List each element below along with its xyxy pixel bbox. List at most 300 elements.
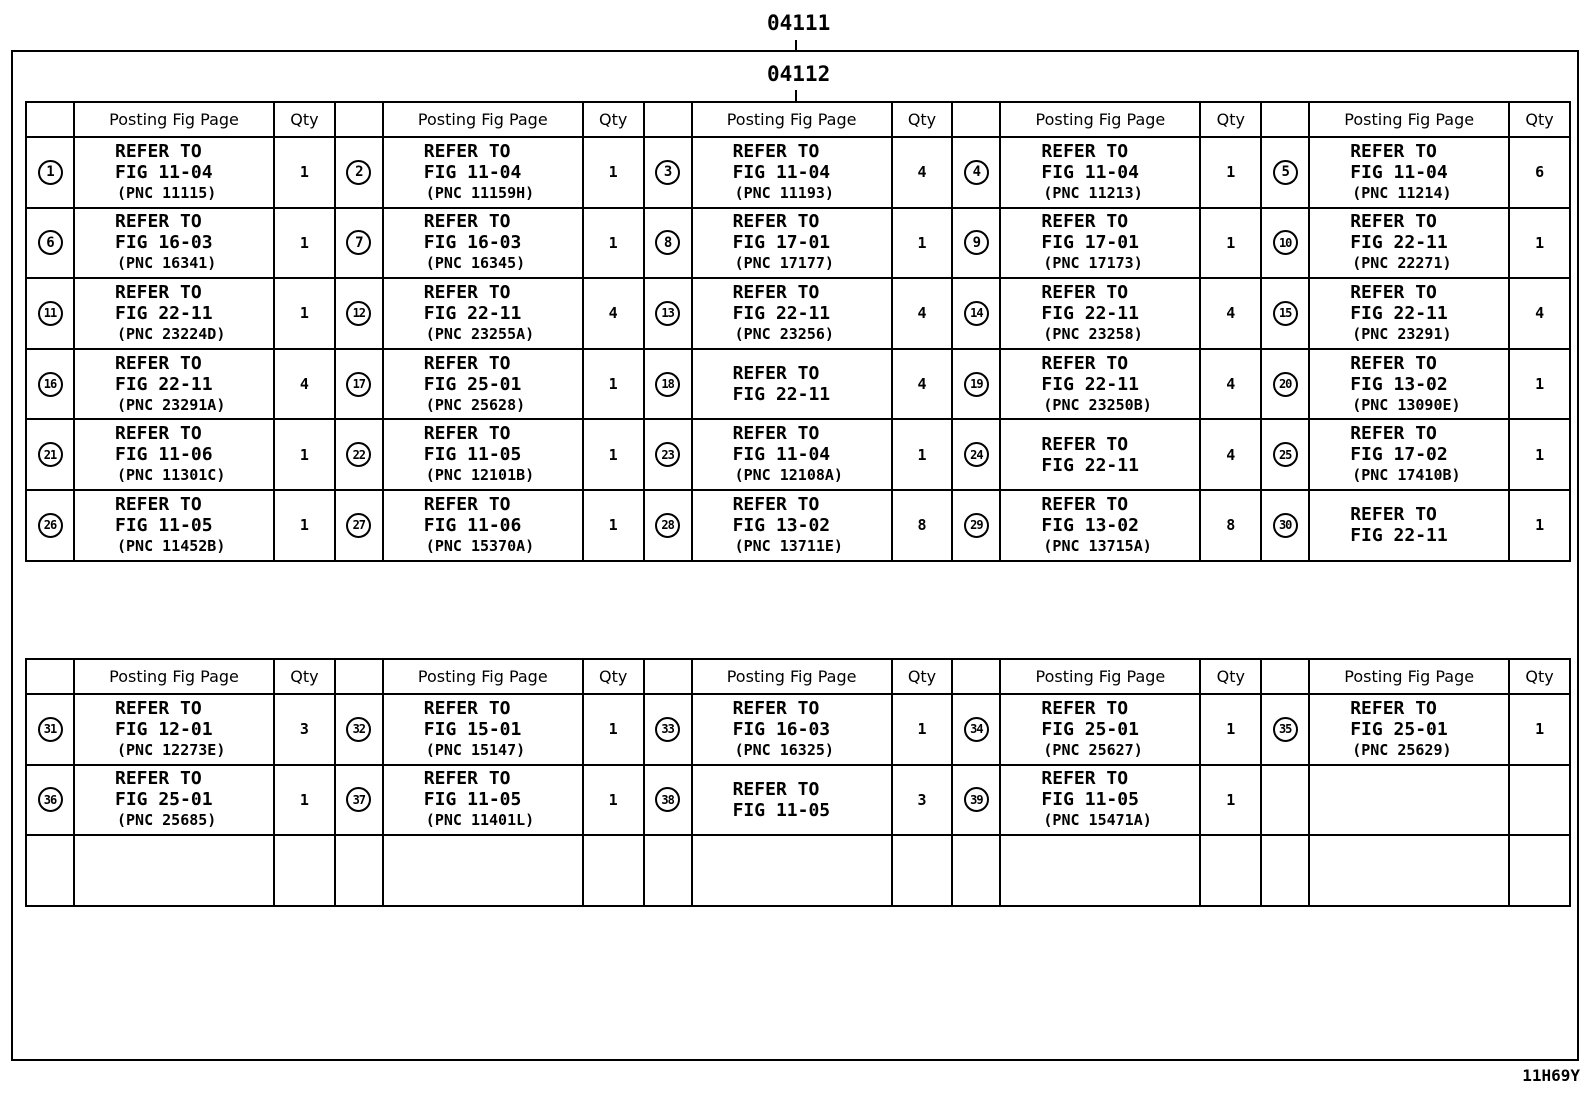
ref-number-circle: 24 — [964, 442, 989, 467]
refer-to-line: REFER TO — [115, 423, 202, 445]
reference-text — [1310, 504, 1508, 546]
reference-text — [693, 211, 891, 274]
ref-number-cell — [26, 835, 74, 906]
posting-fig-page-cell — [692, 765, 892, 836]
ref-number-wrap — [953, 787, 999, 812]
qty-cell: 3 — [274, 694, 335, 765]
fig-number-line: FIG 11-04 — [1350, 161, 1448, 183]
table-row — [26, 349, 1570, 420]
ref-number-cell — [952, 419, 1000, 490]
qty-cell: 1 — [892, 419, 953, 490]
pnc-line: (PNC 11159H) — [425, 183, 535, 202]
refer-to-line: REFER TO — [1041, 281, 1129, 303]
reference-text — [384, 698, 582, 761]
ref-number-circle: 1 — [38, 160, 63, 185]
fig-number-line: FIG 22-11 — [1041, 454, 1139, 476]
pnc-line: (PNC 25685) — [117, 811, 217, 830]
header-qty: Qty — [892, 102, 953, 137]
qty-cell: 3 — [892, 765, 953, 836]
reference-text — [1001, 353, 1199, 416]
ref-number-circle: 29 — [964, 513, 989, 538]
header-posting-fig-page: Posting Fig Page — [74, 102, 274, 137]
ref-number-wrap — [27, 513, 73, 538]
ref-number-cell — [952, 490, 1000, 561]
table-row — [26, 490, 1570, 561]
reference-text — [384, 494, 582, 557]
reference-table-2 — [25, 658, 1571, 907]
posting-fig-page-cell — [1000, 349, 1200, 420]
ref-number-wrap — [953, 160, 999, 185]
ref-number-circle: 3 — [655, 160, 680, 185]
pnc-line: (PNC 13711E) — [734, 536, 843, 555]
table-row — [26, 419, 1570, 490]
ref-number-circle: 5 — [1273, 160, 1298, 185]
posting-fig-page-cell — [692, 694, 892, 765]
ref-number-wrap — [27, 787, 73, 812]
ref-number-wrap — [645, 442, 691, 467]
fig-number-line: FIG 16-03 — [423, 232, 522, 254]
ref-number-wrap — [27, 160, 73, 185]
header-qty: Qty — [274, 659, 335, 694]
ref-number-circle: 15 — [1273, 301, 1298, 326]
fig-number-line: FIG 16-03 — [732, 718, 831, 740]
posting-fig-page-cell — [74, 278, 274, 349]
ref-number-wrap — [1262, 372, 1308, 397]
posting-fig-page-cell — [1309, 835, 1509, 906]
fig-number-line: FIG 22-11 — [1350, 232, 1448, 254]
ref-number-wrap — [336, 372, 382, 397]
pnc-line: (PNC 22271) — [1352, 254, 1452, 273]
fig-number-line: FIG 22-11 — [1041, 373, 1139, 395]
ref-number-wrap — [645, 513, 691, 538]
header-posting-fig-page: Posting Fig Page — [1000, 102, 1200, 137]
reference-text — [1001, 698, 1199, 761]
ref-number-wrap — [953, 372, 999, 397]
ref-number-cell — [335, 490, 383, 561]
ref-number-cell — [335, 208, 383, 279]
fig-number-line: FIG 25-01 — [1041, 718, 1139, 740]
ref-number-circle: 14 — [964, 301, 989, 326]
ref-number-circle: 22 — [346, 442, 371, 467]
qty-cell: 1 — [274, 765, 335, 836]
ref-number-circle: 20 — [1273, 372, 1298, 397]
ref-number-circle: 17 — [346, 372, 371, 397]
reference-text — [693, 779, 891, 821]
reference-text — [75, 141, 273, 204]
ref-number-wrap — [336, 230, 382, 255]
refer-to-line: REFER TO — [115, 352, 202, 374]
header-num-cell — [644, 659, 692, 694]
reference-text — [384, 353, 582, 416]
refer-to-line: REFER TO — [732, 697, 820, 719]
qty-cell: 4 — [583, 278, 644, 349]
reference-text — [1310, 282, 1508, 345]
qty-cell: 4 — [892, 137, 953, 208]
pnc-line: (PNC 16325) — [734, 740, 834, 759]
fig-number-line: FIG 11-04 — [423, 161, 522, 183]
ref-number-circle: 6 — [38, 230, 63, 255]
reference-text — [693, 698, 891, 761]
refer-to-line: REFER TO — [732, 281, 820, 303]
ref-number-wrap — [953, 717, 999, 742]
table-row — [26, 137, 1570, 208]
pnc-line: (PNC 23291) — [1352, 324, 1452, 343]
pnc-line: (PNC 12101B) — [425, 466, 535, 485]
refer-to-line: REFER TO — [1350, 140, 1437, 162]
reference-text — [75, 282, 273, 345]
qty-cell: 1 — [274, 208, 335, 279]
reference-text — [1310, 211, 1508, 274]
qty-cell — [583, 835, 644, 906]
ref-number-circle: 34 — [964, 717, 989, 742]
refer-to-line: REFER TO — [1350, 352, 1437, 374]
pnc-line: (PNC 11452B) — [117, 536, 226, 555]
ref-number-circle: 28 — [655, 513, 680, 538]
qty-cell — [274, 835, 335, 906]
pnc-line: (PNC 23256) — [734, 324, 834, 343]
qty-cell: 1 — [892, 208, 953, 279]
refer-to-line: REFER TO — [423, 281, 511, 303]
ref-number-wrap — [645, 787, 691, 812]
reference-text — [1001, 141, 1199, 204]
header-qty: Qty — [274, 102, 335, 137]
pnc-line: (PNC 16341) — [117, 254, 217, 273]
pnc-line: (PNC 23255A) — [425, 324, 535, 343]
ref-number-cell — [952, 278, 1000, 349]
qty-cell: 1 — [583, 694, 644, 765]
ref-number-wrap — [27, 372, 73, 397]
ref-number-wrap — [336, 442, 382, 467]
posting-fig-page-cell — [692, 137, 892, 208]
header-qty: Qty — [583, 102, 644, 137]
ref-number-wrap — [336, 717, 382, 742]
ref-number-cell — [644, 835, 692, 906]
ref-number-wrap — [953, 513, 999, 538]
pnc-line: (PNC 23291A) — [117, 395, 226, 414]
header-qty: Qty — [1509, 102, 1570, 137]
reference-text — [75, 768, 273, 831]
reference-text — [384, 768, 582, 831]
ref-number-cell — [644, 490, 692, 561]
refer-to-line: REFER TO — [732, 363, 820, 385]
refer-to-line: REFER TO — [115, 211, 202, 233]
reference-text — [693, 141, 891, 204]
posting-fig-page-cell — [1309, 278, 1509, 349]
posting-fig-page-cell — [74, 694, 274, 765]
fig-number-line: FIG 11-04 — [1041, 161, 1139, 183]
ref-number-circle: 30 — [1273, 513, 1298, 538]
refer-to-line: REFER TO — [1350, 423, 1437, 445]
ref-number-circle: 27 — [346, 513, 371, 538]
refer-to-line: REFER TO — [423, 493, 511, 515]
posting-fig-page-cell — [1309, 694, 1509, 765]
fig-number-line: FIG 22-11 — [1350, 525, 1448, 547]
refer-to-line: REFER TO — [115, 768, 202, 790]
reference-text — [1001, 282, 1199, 345]
ref-number-wrap — [336, 160, 382, 185]
pnc-line: (PNC 25627) — [1043, 740, 1143, 759]
ref-number-cell — [952, 208, 1000, 279]
posting-fig-page-cell — [74, 490, 274, 561]
ref-number-circle: 8 — [655, 230, 680, 255]
ref-number-wrap — [645, 372, 691, 397]
ref-number-cell — [335, 694, 383, 765]
ref-number-circle: 4 — [964, 160, 989, 185]
ref-number-cell — [26, 208, 74, 279]
ref-number-wrap — [1262, 160, 1308, 185]
refer-to-line: REFER TO — [423, 423, 511, 445]
refer-to-line: REFER TO — [115, 281, 202, 303]
ref-number-circle: 13 — [655, 301, 680, 326]
posting-fig-page-cell — [1000, 137, 1200, 208]
reference-text — [1001, 494, 1199, 557]
ref-number-wrap — [1262, 513, 1308, 538]
ref-number-circle: 18 — [655, 372, 680, 397]
pnc-line: (PNC 17410B) — [1352, 466, 1461, 485]
posting-fig-page-cell — [1309, 419, 1509, 490]
qty-cell: 1 — [583, 349, 644, 420]
ref-number-circle: 32 — [346, 717, 371, 742]
pnc-line: (PNC 11213) — [1043, 183, 1143, 202]
pnc-line: (PNC 23250B) — [1043, 395, 1152, 414]
posting-fig-page-cell — [383, 490, 583, 561]
posting-fig-page-cell — [74, 419, 274, 490]
ref-number-cell — [335, 419, 383, 490]
ref-number-circle: 26 — [38, 513, 63, 538]
ref-number-wrap — [1262, 230, 1308, 255]
fig-number-line: FIG 11-05 — [1041, 789, 1139, 811]
qty-cell: 1 — [1509, 208, 1570, 279]
refer-to-line: REFER TO — [1350, 697, 1437, 719]
qty-cell — [1509, 835, 1570, 906]
ref-number-circle: 21 — [38, 442, 63, 467]
refer-to-line: REFER TO — [732, 211, 820, 233]
qty-cell: 1 — [1200, 137, 1261, 208]
header-num-cell — [335, 659, 383, 694]
reference-text — [75, 494, 273, 557]
reference-text — [384, 282, 582, 345]
qty-cell: 1 — [1509, 694, 1570, 765]
reference-text — [75, 698, 273, 761]
ref-number-cell — [26, 765, 74, 836]
ref-number-cell — [335, 349, 383, 420]
ref-number-circle: 23 — [655, 442, 680, 467]
ref-number-circle: 10 — [1273, 230, 1298, 255]
ref-number-cell — [26, 694, 74, 765]
fig-number-line: FIG 25-01 — [423, 373, 522, 395]
ref-number-circle: 9 — [964, 230, 989, 255]
posting-fig-page-cell — [383, 278, 583, 349]
qty-cell: 1 — [583, 137, 644, 208]
posting-fig-page-cell — [74, 208, 274, 279]
posting-fig-page-cell — [383, 694, 583, 765]
fig-number-line: FIG 22-11 — [732, 384, 831, 406]
reference-text — [1310, 698, 1508, 761]
reference-text — [1001, 211, 1199, 274]
ref-number-cell — [1261, 490, 1309, 561]
ref-number-wrap — [27, 301, 73, 326]
ref-number-cell — [952, 765, 1000, 836]
fig-number-line: FIG 12-01 — [115, 718, 213, 740]
pnc-line: (PNC 15471A) — [1043, 811, 1152, 830]
pnc-line: (PNC 25628) — [425, 395, 526, 414]
qty-cell — [1200, 835, 1261, 906]
qty-cell — [1509, 765, 1570, 836]
fig-number-line: FIG 22-11 — [115, 373, 213, 395]
posting-fig-page-cell — [74, 349, 274, 420]
reference-text — [693, 423, 891, 486]
refer-to-line: REFER TO — [1041, 493, 1129, 515]
ref-number-wrap — [1262, 717, 1308, 742]
pnc-line: (PNC 13090E) — [1352, 395, 1461, 414]
qty-cell: 8 — [892, 490, 953, 561]
qty-cell: 1 — [892, 694, 953, 765]
posting-fig-page-cell — [1309, 137, 1509, 208]
pnc-line: (PNC 15370A) — [425, 536, 535, 555]
posting-fig-page-cell — [692, 490, 892, 561]
refer-to-line: REFER TO — [1041, 433, 1129, 455]
ref-number-cell — [26, 419, 74, 490]
posting-fig-page-cell — [692, 208, 892, 279]
ref-number-wrap — [645, 160, 691, 185]
assembly-number-inner: 04112 — [767, 62, 831, 86]
posting-fig-page-cell — [1000, 490, 1200, 561]
qty-cell: 1 — [583, 208, 644, 279]
posting-fig-page-cell — [383, 765, 583, 836]
ref-number-wrap — [1262, 442, 1308, 467]
ref-number-circle: 36 — [38, 787, 63, 812]
ref-number-cell — [1261, 208, 1309, 279]
ref-number-cell — [26, 490, 74, 561]
qty-cell: 1 — [1200, 765, 1261, 836]
ref-number-circle: 2 — [346, 160, 371, 185]
table-row — [26, 765, 1570, 836]
qty-cell — [892, 835, 953, 906]
header-num-cell — [1261, 102, 1309, 137]
ref-number-cell — [644, 208, 692, 279]
reference-table-1 — [25, 101, 1571, 562]
qty-cell: 1 — [274, 137, 335, 208]
posting-fig-page-cell — [1000, 208, 1200, 279]
reference-text — [1001, 768, 1199, 831]
posting-fig-page-cell — [1309, 208, 1509, 279]
fig-number-line: FIG 15-01 — [423, 718, 522, 740]
fig-number-line: FIG 11-04 — [732, 161, 831, 183]
refer-to-line: REFER TO — [115, 140, 202, 162]
fig-number-line: FIG 11-05 — [732, 799, 831, 821]
ref-number-cell — [26, 349, 74, 420]
reference-text — [1001, 434, 1199, 476]
posting-fig-page-cell — [692, 419, 892, 490]
header-num-cell — [335, 102, 383, 137]
ref-number-cell — [644, 419, 692, 490]
table-row — [26, 835, 1570, 906]
header-num-cell — [952, 102, 1000, 137]
posting-fig-page-cell — [74, 137, 274, 208]
header-num-cell — [952, 659, 1000, 694]
pnc-line: (PNC 17173) — [1043, 254, 1143, 273]
ref-number-cell — [644, 349, 692, 420]
pnc-line: (PNC 23224D) — [117, 324, 226, 343]
ref-number-cell — [1261, 137, 1309, 208]
fig-number-line: FIG 11-05 — [115, 514, 213, 536]
qty-cell: 6 — [1509, 137, 1570, 208]
refer-to-line: REFER TO — [423, 697, 511, 719]
header-qty: Qty — [1200, 659, 1261, 694]
ref-number-circle: 19 — [964, 372, 989, 397]
header-posting-fig-page: Posting Fig Page — [383, 659, 583, 694]
ref-number-circle: 16 — [38, 372, 63, 397]
posting-fig-page-cell — [1000, 278, 1200, 349]
ref-number-circle: 11 — [38, 301, 63, 326]
fig-number-line: FIG 11-05 — [423, 789, 522, 811]
refer-to-line: REFER TO — [732, 778, 820, 800]
posting-fig-page-cell — [383, 419, 583, 490]
refer-to-line: REFER TO — [732, 423, 820, 445]
header-posting-fig-page: Posting Fig Page — [1309, 659, 1509, 694]
ref-number-cell — [1261, 419, 1309, 490]
table-header-row — [26, 102, 1570, 137]
ref-number-cell — [1261, 835, 1309, 906]
qty-cell: 1 — [583, 765, 644, 836]
qty-cell: 1 — [1200, 694, 1261, 765]
posting-fig-page-cell — [692, 278, 892, 349]
refer-to-line: REFER TO — [423, 211, 511, 233]
header-posting-fig-page: Posting Fig Page — [383, 102, 583, 137]
ref-number-cell — [335, 137, 383, 208]
fig-number-line: FIG 22-11 — [732, 302, 831, 324]
pnc-line: (PNC 23258) — [1043, 324, 1143, 343]
header-posting-fig-page: Posting Fig Page — [74, 659, 274, 694]
pnc-line: (PNC 11401L) — [425, 811, 535, 830]
table-header-row — [26, 659, 1570, 694]
refer-to-line: REFER TO — [423, 352, 511, 374]
refer-to-line: REFER TO — [115, 493, 202, 515]
posting-fig-page-cell — [1000, 419, 1200, 490]
pnc-line: (PNC 11115) — [117, 183, 217, 202]
qty-cell: 4 — [1200, 349, 1261, 420]
fig-number-line: FIG 17-02 — [1350, 444, 1448, 466]
posting-fig-page-cell — [1309, 490, 1509, 561]
ref-number-circle: 38 — [655, 787, 680, 812]
ref-number-wrap — [953, 301, 999, 326]
fig-number-line: FIG 11-05 — [423, 444, 522, 466]
fig-number-line: FIG 17-01 — [732, 232, 831, 254]
reference-text — [384, 211, 582, 274]
refer-to-line: REFER TO — [1041, 352, 1129, 374]
ref-number-circle: 35 — [1273, 717, 1298, 742]
pnc-line: (PNC 11214) — [1352, 183, 1452, 202]
header-qty: Qty — [1509, 659, 1570, 694]
ref-number-wrap — [336, 301, 382, 326]
fig-number-line: FIG 22-11 — [1350, 302, 1448, 324]
header-qty: Qty — [1200, 102, 1261, 137]
qty-cell: 1 — [1509, 419, 1570, 490]
pnc-line: (PNC 17177) — [734, 254, 834, 273]
pnc-line: (PNC 12273E) — [117, 740, 226, 759]
ref-number-cell — [644, 694, 692, 765]
posting-fig-page-cell — [1000, 694, 1200, 765]
header-posting-fig-page: Posting Fig Page — [1000, 659, 1200, 694]
fig-number-line: FIG 25-01 — [115, 789, 213, 811]
ref-number-wrap — [27, 230, 73, 255]
posting-fig-page-cell — [1309, 765, 1509, 836]
fig-number-line: FIG 22-11 — [423, 302, 522, 324]
refer-to-line: REFER TO — [423, 768, 511, 790]
reference-text — [75, 211, 273, 274]
ref-number-cell — [644, 137, 692, 208]
refer-to-line: REFER TO — [1350, 504, 1437, 526]
